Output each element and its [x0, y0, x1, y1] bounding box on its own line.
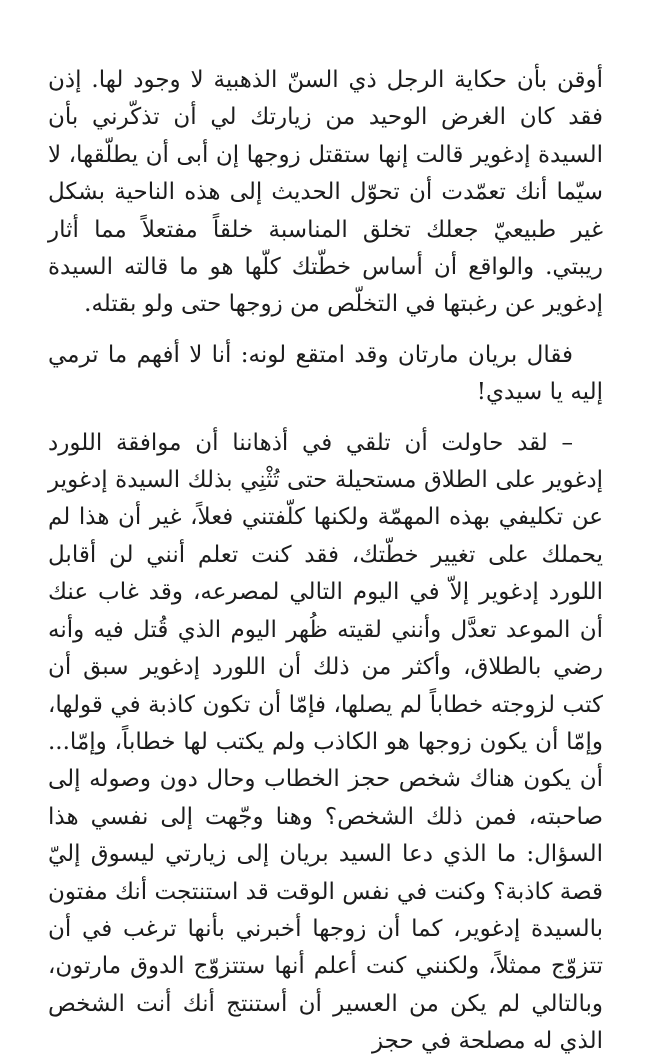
- paragraph-1: أوقن بأن حكاية الرجل ذي السنّ الذهبية لا وجود لها. إذن فقد كان الغرض الوحيد من زيارتك لي أن تذكّرني بأن السيدة إدغوير قالت إنها ستقتل زوجها إن أبى أن يطلّقها، لا سيّما أنك تعمّدت أن تحوّل الحديث إلى هذه الناحية بشكل غير طبيعيّ جعلك تخلق المناسبة خلقاً مفتعلاً مما أثار ريبتي. والواقع أن أساس خطّتك كلّها هو ما قالته السيدة إدغوير عن رغبتها في التخلّص من زوجها حتى ولو بقتله.: [48, 67, 603, 318]
- paragraph-2: فقال بريان مارتان وقد امتقع لونه: أنا لا أفهم ما ترمي إليه يا سيدي!: [48, 341, 603, 406]
- paragraph-3: – لقد حاولت أن تلقي في أذهاننا أن موافقة اللورد إدغوير على الطلاق مستحيلة حتى تُثْنِي بذلك السيدة إدغوير عن تكليفي بهذه المهمّة ولكنها كلّفتني فعلاً، غير أن هذا لم يحملك على تغيير خطّتك، فقد كنت تعلم أنني لن أقابل اللورد إدغوير إلاّ في اليوم التالي لمصرعه، وقد غاب عنك أن الموعد تعدَّل وأنني لقيته ظُهر اليوم الذي قُتل فيه وأنه رضي بالطلاق، وأكثر من ذلك أن اللورد إدغوير سبق أن كتب لزوجته خطاباً لم يصلها، فإمّا أن تكون كاذبة في قولها، وإمّا أن يكون زوجها هو الكاذب ولم يكتب لها خطاباً، وإمّا... أن يكون هناك شخص حجز الخطاب وحال دون وصوله إلى صاحبته، فمن ذلك الشخص؟ وهنا وجّهت إلى نفسي هذا السؤال: ما الذي دعا السيد بريان إلى زيارتي ليسوق إليّ قصة كاذبة؟ وكنت في نفس الوقت قد استنتجت أنك مفتون بالسيدة إدغوير، كما أن زوجها أخبرني بأنها ترغب في أن تتزوّج ممثلاً، ولكنني كنت أعلم أنها ستتزوّج الدوق مارتون، وبالتالي لم يكن من العسير أن أستنتج أنك أنت الشخص الذي له مصلحة في حجز: [48, 429, 603, 1055]
